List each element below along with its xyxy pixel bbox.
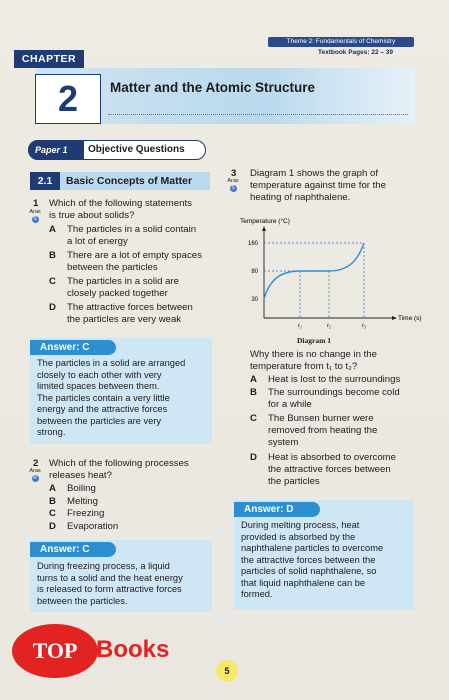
question-stem-line: Diagram 1 shows the graph of	[250, 168, 378, 179]
answer-explanation-line: between the particles.	[37, 595, 128, 606]
diagram-caption: Diagram 1	[297, 336, 331, 345]
x-axis-arrow	[392, 316, 397, 320]
question-line: Why there is no change in the	[250, 349, 377, 360]
answer-explanation-line: The particles in a solid are arranged	[37, 358, 186, 368]
chapter-title: Matter and the Atomic Structure	[110, 80, 316, 95]
question-line: temperature from t₁ to t₂?	[250, 361, 358, 372]
option-a-line: a lot of energy	[67, 236, 128, 247]
question-number: 1	[33, 198, 39, 209]
y-tick-80: 80	[251, 269, 258, 275]
answer-label: Answer: C	[30, 340, 116, 355]
answer-explanation-line: formed.	[241, 589, 273, 599]
answer-explanation-line: is released to form attractive forces	[37, 584, 182, 594]
answer-label: Answer: D	[234, 502, 320, 517]
page-number: 5	[216, 660, 238, 682]
y-tick-160: 160	[247, 241, 258, 247]
aras-level: S	[231, 185, 235, 191]
answer-explanation-line: provided is absorbed by the	[241, 531, 356, 542]
option-c-line: removed from heating the	[268, 425, 378, 436]
x-tick-t1: t₁	[297, 322, 303, 329]
x-tick-t3: t₃	[361, 322, 367, 329]
option-d-line: the particles	[268, 476, 320, 487]
aras-badge	[28, 468, 42, 482]
answer-explanation-line: between the particles are very	[37, 415, 162, 426]
answer-explanation-line: turns to a solid and the heat energy	[37, 572, 183, 583]
x-axis-label: Time (s)	[398, 315, 422, 322]
answer-explanation-line: During melting process, heat	[241, 520, 360, 530]
aras-badge	[28, 209, 42, 223]
topbooks-logo: TOP	[12, 624, 98, 678]
aras-label: Aras	[29, 209, 41, 215]
paper-title: Objective Questions	[88, 144, 185, 155]
header-divider	[108, 114, 408, 116]
question-number: 2	[33, 458, 39, 469]
answer-explanation-line: limited spaces between them.	[37, 381, 160, 391]
option-b-line: for a while	[268, 399, 312, 410]
answer-explanation-line: the attractive forces between the	[241, 554, 376, 565]
answer-explanation-line: energy and the attractive forces	[37, 404, 168, 414]
question-stem-line: Which of the following processes	[49, 458, 189, 469]
question-stem-line: Which of the following statements	[49, 198, 192, 209]
option-d-line: the particles are very weak	[67, 314, 182, 325]
answer-explanation-line: naphthalene particles to overcome	[241, 543, 384, 553]
question-stem-line: heating of naphthalene.	[250, 192, 351, 203]
temperature-time-graph	[234, 214, 424, 334]
question-number: 3	[231, 168, 237, 179]
option-c-line: closely packed together	[67, 288, 168, 299]
option-d-line: the attractive forces between	[268, 464, 391, 475]
section-number: 2.1	[30, 172, 60, 190]
aras-label: Aras	[29, 468, 41, 474]
aras-label: Aras	[227, 178, 239, 184]
aras-level: R	[33, 475, 37, 481]
answer-explanation-line: The particles contain a very little	[37, 392, 170, 403]
x-tick-t2: t₂	[326, 322, 332, 329]
question-stem-line: is true about solids?	[49, 210, 135, 221]
y-axis-label: Temperature (°C)	[240, 218, 290, 225]
page: Theme 2: Fundamentals of Chemistry Textbook Pages: 22 – 39 CHAPTER 2 Matter and the Atomic Structure Paper 1 Objective Questions 2.1 Basic Concepts of Matter 1 Aras S Which of the following statements is true about solids? A The particles in a solid contain a lot of energy B There are a lot of empty spaces between the particles C The particles in a solid are closely packed together D The attractive forces between the particles are very weak Answer: C The particles in a solid are arranged closely to each other with very limited spaces between them. The particles contain a very little energy and the attractive forces between the particles are very strong. 2 Aras R Which of the following processes releases heat? A Boiling B Melting C Freezing D Evaporation Answer: C During freezing process, a liquid turns to a solid and the heat energy is released to form attractive forces between the particles. 3 Aras S Diagram 1 shows the graph of temperature against time for the heating of naphthalene. Temperature (°C) Time (s) 160 80 30 t₁ t₂ t₃ Diagram 1 Why there is no change in the temperature from t₁ to t₂? A Heat is lost to the surroundings B The surroundings become cold for a while C The Bunsen burner were removed from heating the system D Heat is absorbed to overcome the attractive forces between the particles Answer: D During melting process, heat provided is absorbed by the naphthalene particles to overcome the attractive forces between the particles of solid naphthalene, so that liquid naphthalene can be formed. 5 TOP Books	[0, 0, 449, 700]
option-c-line: system	[268, 437, 299, 448]
y-axis-arrow	[262, 226, 266, 231]
textbook-pages: Textbook Pages: 22 – 39	[318, 49, 394, 56]
theme-tag: Theme 2: Fundamentals of Chemistry	[268, 37, 414, 47]
aras-level: S	[33, 216, 37, 222]
chapter-number: 2	[57, 78, 79, 119]
section-title: Basic Concepts of Matter	[66, 175, 193, 187]
heating-curve	[264, 243, 364, 299]
topbooks-logo-text: Books	[96, 636, 170, 663]
paper-tag: Paper 1	[28, 140, 84, 160]
answer-explanation-line: that liquid naphthalene can be	[241, 577, 366, 588]
option-b-line: between the particles	[67, 262, 158, 273]
chapter-label: CHAPTER	[14, 50, 84, 68]
question-stem-line: releases heat?	[49, 470, 112, 481]
answer-explanation-line: closely to each other with very	[37, 369, 162, 380]
answer-label: Answer: C	[30, 542, 116, 557]
answer-explanation-line: During freezing process, a liquid	[37, 561, 170, 571]
answer-explanation-line: strong.	[37, 427, 66, 437]
y-tick-30: 30	[251, 297, 258, 303]
answer-explanation-line: particles of solid naphthalene, so	[241, 566, 377, 576]
question-stem-line: temperature against time for the	[250, 180, 386, 191]
aras-badge	[226, 178, 240, 192]
